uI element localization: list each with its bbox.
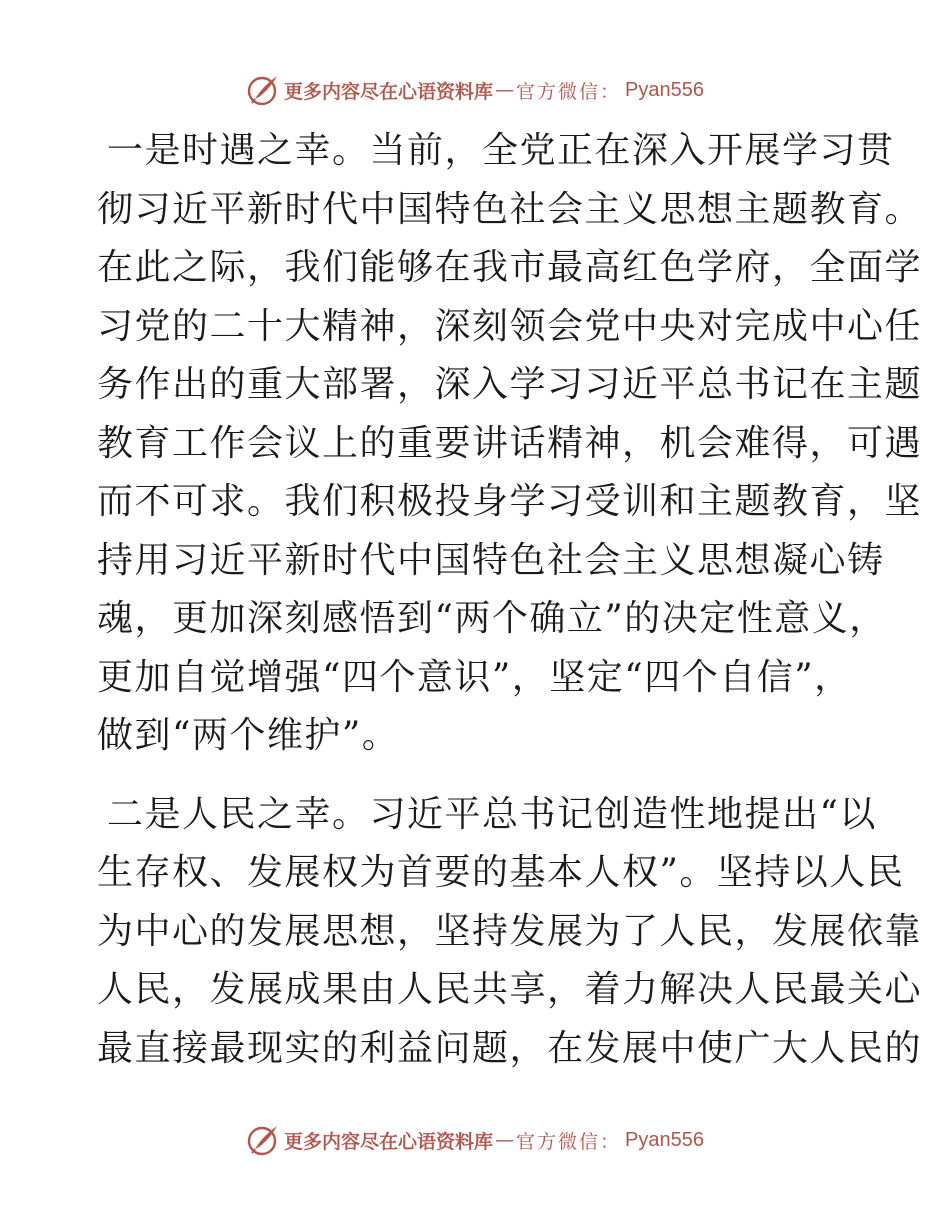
header-banner [0, 70, 950, 110]
footer-site-name: 更多内容尽在心语资料库 [284, 1130, 494, 1153]
text-line: 魂，更加深刻感悟到“两个确立”的决定性意义， [97, 598, 887, 639]
text-line: 人民，发展成果由人民共享，着力解决人民最关心 [97, 969, 923, 1010]
quill-logo-icon [246, 1123, 280, 1157]
footer-wechat-id: Pyan556 [625, 1128, 704, 1151]
header-separator: — [495, 79, 512, 101]
text-line: 彻习近平新时代中国特色社会主义思想主题教育。 [97, 188, 923, 230]
footer-banner [0, 1120, 950, 1160]
text-line: 务作出的重大部署，深入学习习近平总书记在主题 [97, 364, 923, 405]
text-line: 为中心的发展思想，坚持发展为了人民，发展依靠 [97, 910, 923, 952]
header-wechat-id: Pyan556 [625, 78, 704, 101]
text-line: 最直接最现实的利益问题，在发展中使广大人民的 [97, 1027, 923, 1069]
text-line: 持用习近平新时代中国特色社会主义思想凝心铸 [97, 539, 885, 581]
document-body [97, 122, 923, 1098]
header-wechat-label: 官方微信： [516, 80, 622, 103]
footer-separator: — [495, 1129, 512, 1151]
text-line: 生存权、发展权为首要的基本人权”。坚持以人民 [97, 852, 905, 893]
text-line: 教育工作会议上的重要讲话精神，机会难得，可遇 [97, 422, 923, 464]
text-line: 做到“两个维护”。 [97, 715, 400, 756]
text-line: 习党的二十大精神，深刻领会党中央对完成中心任 [97, 305, 923, 347]
paragraph-1 [97, 122, 923, 766]
text-line: 而不可求。我们积极投身学习受训和主题教育，坚 [97, 481, 923, 522]
text-line: 一是时遇之幸。当前，全党正在深入开展学习贯 [107, 130, 895, 171]
text-line: 二是人民之幸。习近平总书记创造性地提出“以 [107, 793, 877, 835]
paragraph-2 [97, 786, 923, 1079]
footer-wechat-label: 官方微信： [516, 1130, 622, 1153]
header-site-name: 更多内容尽在心语资料库 [284, 80, 494, 103]
text-line: 在此之际，我们能够在我市最高红色学府，全面学 [97, 247, 923, 288]
quill-logo-icon [246, 73, 280, 107]
text-line: 更加自觉增强“四个意识”，坚定“四个自信”， [97, 656, 852, 698]
